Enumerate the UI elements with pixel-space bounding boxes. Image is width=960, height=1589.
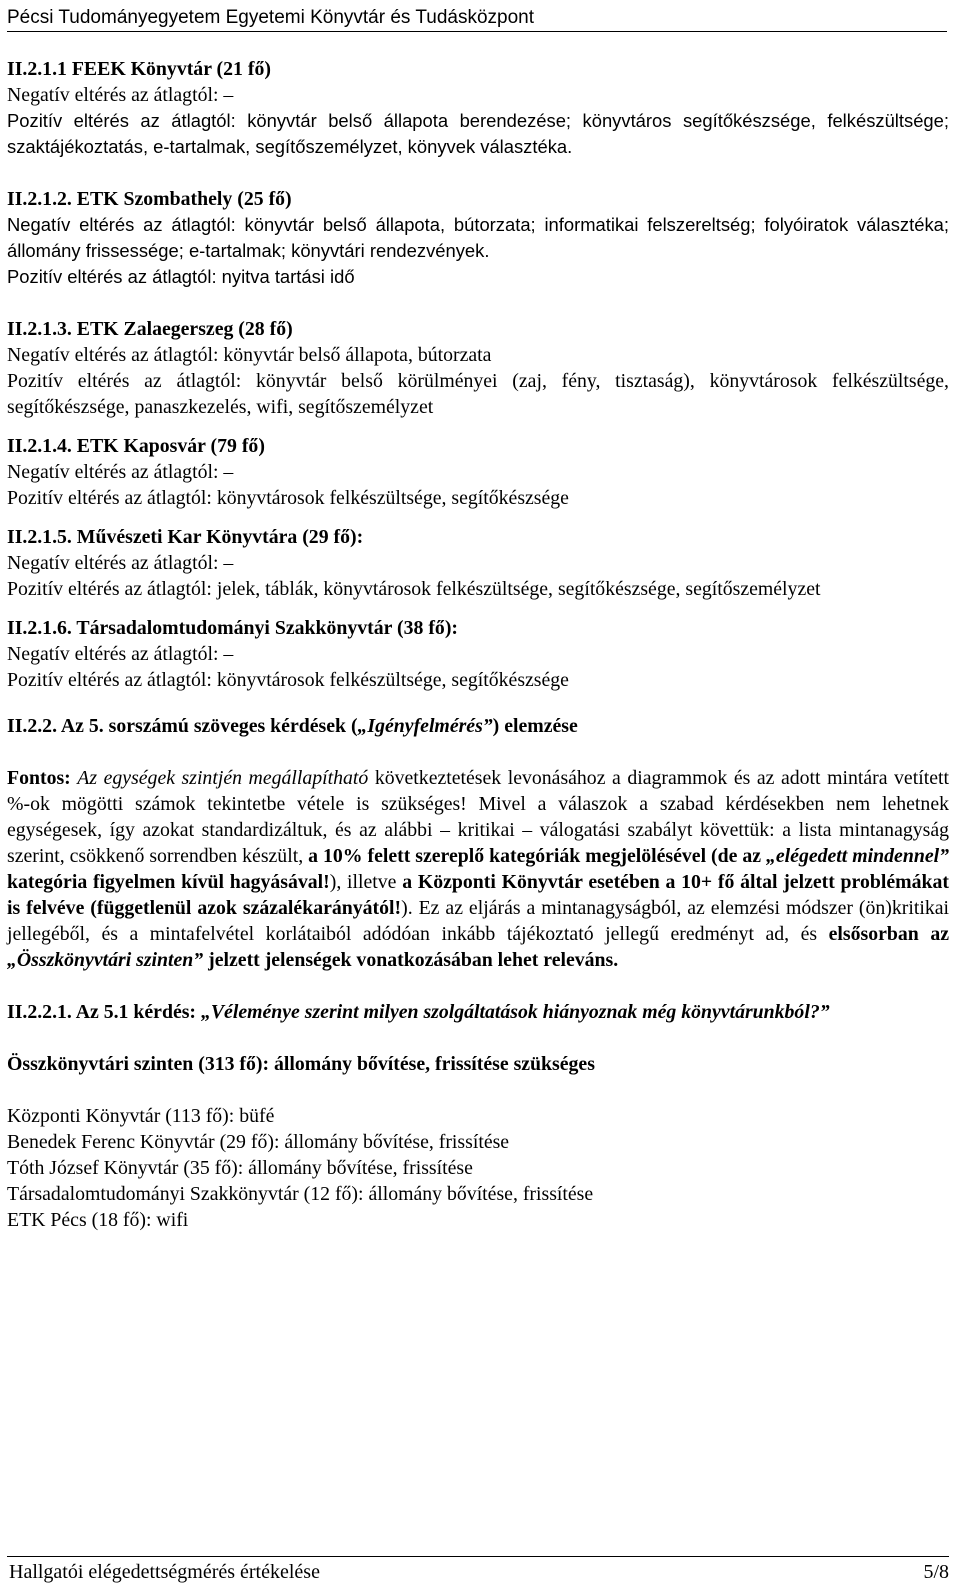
section-title: II.2.1.6. Társadalomtudományi Szakkönyvtár (38 fő): [7, 617, 458, 639]
list-item: Társadalomtudományi Szakkönyvtár (12 fő): állomány bővítése, frissítése [7, 1183, 594, 1205]
positive-deviation: Pozitív eltérés az átlagtól: könyvtárosok felkészültsége, segítőkészsége [7, 487, 569, 509]
negative-deviation: Negatív eltérés az átlagtól: – [7, 643, 234, 665]
page-footer [7, 1556, 949, 1587]
negative-deviation: Negatív eltérés az átlagtól: könyvtár belső állapota, bútorzata [7, 344, 492, 366]
fontos-label: Fontos: [7, 767, 71, 789]
section-etk-szombathely [7, 186, 949, 290]
list-item: Központi Könyvtár (113 fő): büfé [7, 1105, 275, 1127]
section-title: II.2.1.2. ETK Szombathely (25 fő) [7, 188, 292, 210]
negative-deviation: Negatív eltérés az átlagtól: – [7, 552, 234, 574]
section-title: II.2.1.1 FEEK Könyvtár (21 fő) [7, 58, 271, 80]
section-feek [7, 56, 949, 160]
positive-deviation: Pozitív eltérés az átlagtól: könyvtárosok felkészültsége, segítőkészsége [7, 669, 569, 691]
positive-deviation: Pozitív eltérés az átlagtól: könyvtár belső körülményei (zaj, fény, tisztaság), könyvtárosok felkészültsége, segítőkészsége, panaszkezelés, wifi, segítőszemélyzet [7, 370, 949, 418]
section-etk-zalaegerszeg [7, 316, 949, 420]
list-item: ETK Pécs (18 fő): wifi [7, 1209, 189, 1231]
section-title: II.2.1.4. ETK Kaposvár (79 fő) [7, 435, 265, 457]
section-question-5-1 [7, 999, 949, 1025]
section-tarsadalomtudomanyi [7, 615, 949, 693]
negative-deviation: Negatív eltérés az átlagtól: – [7, 461, 234, 483]
negative-deviation: Negatív eltérés az átlagtól: könyvtár belső állapota, bútorzata; informatikai felszereltség; folyóiratok választéka; állomány frissessége; e-tartalmak; könyvtári rendezvények. [7, 214, 949, 261]
positive-deviation: Pozitív eltérés az átlagtól: nyitva tartási idő [7, 266, 355, 287]
list-item: Benedek Ferenc Könyvtár (29 fő): állomány bővítése, frissítése [7, 1131, 510, 1153]
footer-title: Hallgatói elégedettségmérés értékelése [9, 1561, 320, 1583]
section-title: II.2.2. Az 5. sorszámú szöveges kérdések („Igényfelmérés”) elemzése [7, 715, 578, 737]
negative-deviation: Negatív eltérés az átlagtól: – [7, 84, 234, 106]
summary-text: Összkönyvtári szinten (313 fő): állomány bővítése, frissítése szükséges [7, 1053, 595, 1075]
summary [7, 1051, 949, 1077]
page-header: Pécsi Tudományegyetem Egyetemi Könyvtár és Tudásközpont [7, 4, 947, 32]
section-title: II.2.1.5. Művészeti Kar Könyvtára (29 fő): [7, 526, 364, 548]
section-etk-kaposvar [7, 433, 949, 511]
positive-deviation: Pozitív eltérés az átlagtól: jelek, táblák, könyvtárosok felkészültsége, segítőkészsége, segítőszemélyzet [7, 578, 821, 600]
page-number: 5/8 [923, 1561, 949, 1583]
section-question-5-analysis [7, 713, 949, 739]
document-body [7, 56, 949, 1233]
section-title: II.2.1.3. ETK Zalaegerszeg (28 fő) [7, 318, 293, 340]
list-item: Tóth József Könyvtár (35 fő): állomány bővítése, frissítése [7, 1157, 473, 1179]
section-title: II.2.2.1. Az 5.1 kérdés: „Véleménye szerint milyen szolgáltatások hiányoznak még könyvtárunkból?” [7, 1001, 830, 1023]
library-list [7, 1103, 949, 1233]
positive-deviation: Pozitív eltérés az átlagtól: könyvtár belső állapota berendezése; könyvtáros segítőkészsége, felkészültsége; szaktájékoztatás, e-tartalmak, segítőszemélyzet, könyvek választéka. [7, 110, 949, 157]
section-muveszeti-kar [7, 524, 949, 602]
fontos-paragraph: Fontos: Az egységek szintjén megállapítható következtetések levonásához a diagrammok és az adott mintára vetített %-ok mögötti számok tekintetbe vétele is szükséges! Mivel a válaszok a szabad kérdésekben nem lehetnek egységesek, így azokat standardizáltuk, és az alábbi – kritikai – válogatási szabályt követtük: a lista mintanagyság szerint, csökkenő sorrendben készült, a 10% felett szereplő kategóriák megjelölésével (de az „elégedett mindennel” kategória figyelmen kívül hagyásával!), illetve a Központi Könyvtár esetében a 10+ fő által jelzett problémákat is felvéve (függetlenül azok százalékarányától!). Ez az eljárás a mintanagyságból, az elemzési módszer (ön)kritikai jellegéből, és a mintafelvétel korlátaiból adódóan inkább tájékoztató jellegű eredményt ad, és elsősorban az „Összkönyvtári szinten” jelzett jelenségek vonatkozásában lehet releváns. [7, 767, 950, 971]
